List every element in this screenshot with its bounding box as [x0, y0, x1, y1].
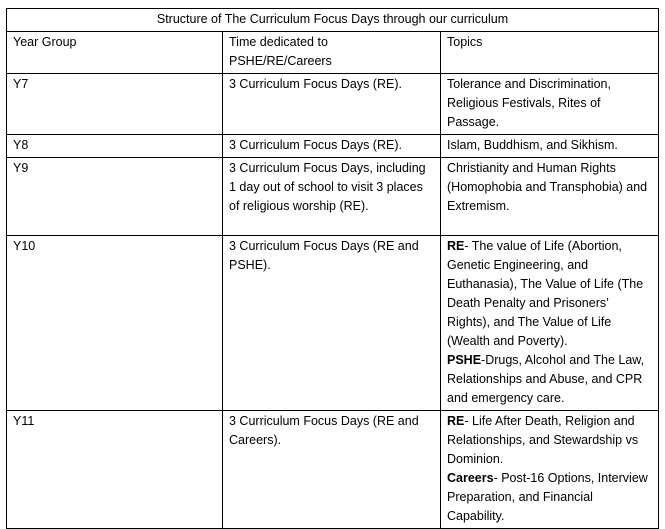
topics-pshe-label: PSHE — [447, 353, 482, 367]
topics-re-text: - Life After Death, Religion and Relationships, and Stewardship vs Dominion. — [447, 414, 639, 466]
table-row-y9 — [7, 158, 659, 236]
topics-cell: Christianity and Human Rights (Homophobia and Transphobia) and Extremism. — [441, 158, 659, 236]
year-cell: Y7 — [7, 74, 223, 135]
topics-re-block — [447, 237, 652, 351]
topics-careers-block — [447, 469, 652, 526]
time-cell: 3 Curriculum Focus Days (RE and PSHE). — [223, 236, 441, 411]
year-cell: Y8 — [7, 135, 223, 158]
topics-cell — [441, 236, 659, 411]
year-cell: Y11 — [7, 411, 223, 529]
header-year-group: Year Group — [7, 32, 223, 74]
table-row-y7 — [7, 74, 659, 135]
table-header-row — [7, 32, 659, 74]
table-caption-row — [7, 9, 659, 32]
time-cell: 3 Curriculum Focus Days, including 1 day out of school to visit 3 places of religious worship (RE). — [223, 158, 441, 236]
time-cell: 3 Curriculum Focus Days (RE). — [223, 135, 441, 158]
table-row-y11 — [7, 411, 659, 529]
topics-pshe-block — [447, 351, 652, 408]
table-row-y10 — [7, 236, 659, 411]
header-topics: Topics — [441, 32, 659, 74]
topics-pshe-text: -Drugs, Alcohol and The Law, Relationships and Abuse, and CPR and emergency care. — [447, 353, 645, 405]
topics-careers-text: - Post-16 Options, Interview Preparation, and Financial Capability. — [447, 471, 648, 523]
topics-re-label: RE — [447, 239, 465, 253]
topics-cell — [441, 411, 659, 529]
time-cell: 3 Curriculum Focus Days (RE). — [223, 74, 441, 135]
time-cell: 3 Curriculum Focus Days (RE and Careers). — [223, 411, 441, 529]
topics-re-block — [447, 412, 652, 469]
topics-careers-label: Careers — [447, 471, 494, 485]
year-cell: Y10 — [7, 236, 223, 411]
table-title: Structure of The Curriculum Focus Days through our curriculum — [7, 9, 659, 32]
topics-re-text: - The value of Life (Abortion, Genetic Engineering, and Euthanasia), The Value of Life (The Death Penalty and Prisoners’ Rights), and The Value of Life (Wealth and Poverty). — [447, 239, 644, 348]
topics-re-label: RE — [447, 414, 465, 428]
table-row-y8 — [7, 135, 659, 158]
year-cell: Y9 — [7, 158, 223, 236]
curriculum-focus-table — [6, 8, 659, 529]
topics-cell: Tolerance and Discrimination, Religious Festivals, Rites of Passage. — [441, 74, 659, 135]
header-time: Time dedicated to PSHE/RE/Careers — [223, 32, 441, 74]
topics-cell: Islam, Buddhism, and Sikhism. — [441, 135, 659, 158]
